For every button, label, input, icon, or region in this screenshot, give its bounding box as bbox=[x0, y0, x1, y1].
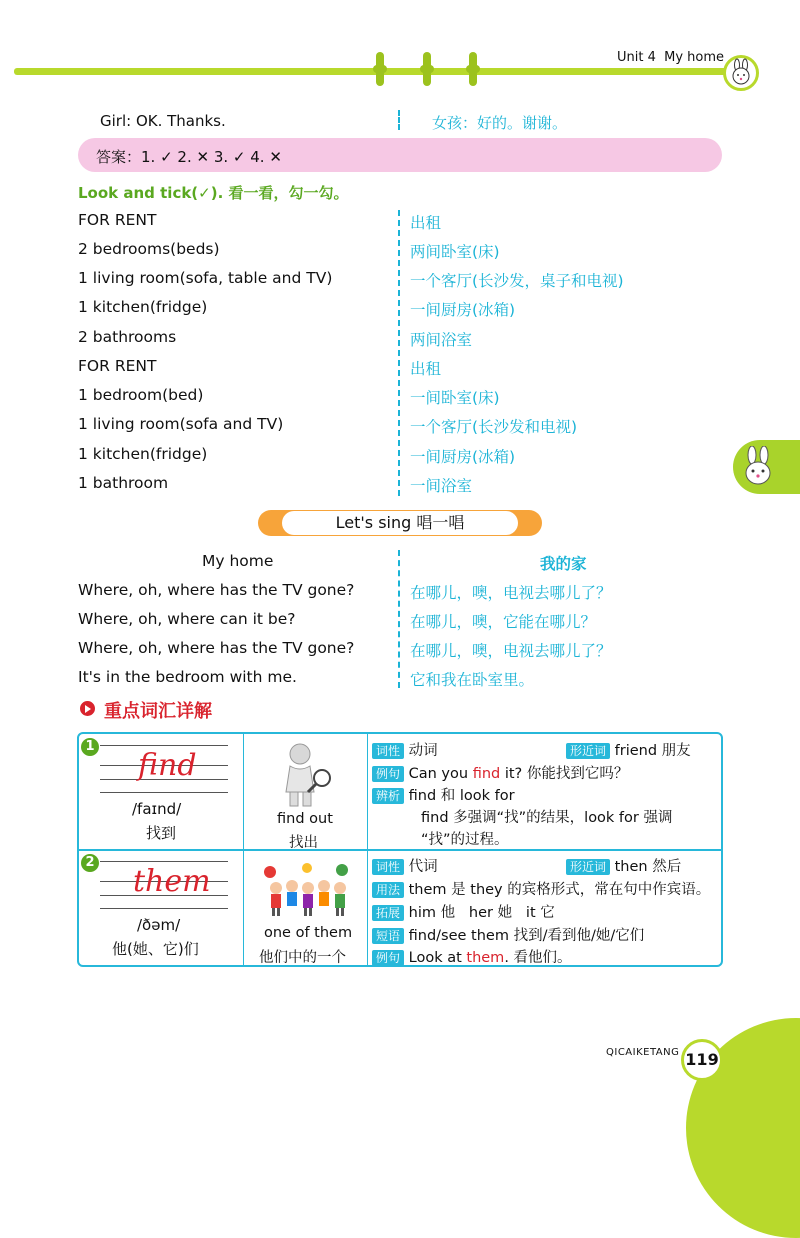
column-divider bbox=[398, 550, 400, 688]
section-title: Let's sing 唱一唱 bbox=[282, 511, 518, 535]
part-of-speech: 词性 代词 bbox=[372, 855, 438, 876]
song-line-english: It's in the bedroom with me. bbox=[78, 668, 297, 686]
word-meaning: 他(她、它)们 bbox=[112, 940, 199, 958]
answer-banner bbox=[78, 138, 722, 172]
row-chinese: 一间厨房(冰箱) bbox=[410, 301, 516, 319]
example-sentence: 例句 Look at them. 看他们。 bbox=[372, 946, 572, 967]
usage-note: 辨析 find 和 look for bbox=[372, 784, 515, 805]
picture-caption: 找出 bbox=[289, 835, 318, 851]
section-banner bbox=[258, 510, 542, 536]
row-english: 1 living room(sofa and TV) bbox=[78, 415, 284, 433]
dialogue-english: Girl: OK. Thanks. bbox=[100, 112, 226, 130]
row-chinese: 一个客厅(长沙发和电视) bbox=[410, 418, 578, 436]
bunny-icon bbox=[741, 446, 775, 486]
binder-peg bbox=[376, 52, 384, 86]
page-number: 119 bbox=[681, 1039, 723, 1081]
row-english: 1 kitchen(fridge) bbox=[78, 298, 208, 316]
binder-peg bbox=[423, 52, 431, 86]
divider bbox=[78, 849, 722, 851]
phonetic: /ðəm/ bbox=[137, 916, 181, 934]
song-line-english: Where, oh, where has the TV gone? bbox=[78, 639, 355, 657]
song-line-english: Where, oh, where has the TV gone? bbox=[78, 581, 355, 599]
row-chinese: 一间卧室(床) bbox=[410, 389, 500, 407]
picture-caption: find out bbox=[277, 811, 333, 827]
row-chinese: 一个客厅(长沙发，桌子和电视) bbox=[410, 272, 624, 290]
row-english: 1 bedroom(bed) bbox=[78, 386, 204, 404]
play-icon bbox=[80, 701, 95, 716]
magnifier-figure-icon bbox=[276, 742, 336, 808]
row-english: FOR RENT bbox=[78, 211, 157, 229]
song-title-chinese: 我的家 bbox=[540, 555, 587, 573]
extension-words: 拓展 him 他 her 她 it 它 bbox=[372, 901, 555, 922]
row-chinese: 两间卧室(床) bbox=[410, 243, 500, 261]
word-meaning: 找到 bbox=[146, 824, 177, 842]
row-chinese: 一间厨房(冰箱) bbox=[410, 448, 516, 466]
row-english: 1 kitchen(fridge) bbox=[78, 445, 208, 463]
song-line-chinese: 在哪儿，噢，电视去哪儿了？ bbox=[410, 584, 612, 602]
publisher-brand: QICAIKETANG bbox=[606, 1047, 680, 1058]
divider bbox=[398, 110, 400, 130]
children-group-icon bbox=[262, 862, 352, 920]
song-line-chinese: 在哪儿，噢，电视去哪儿了？ bbox=[410, 642, 612, 660]
answer-text: 答案：1. ✓ 2. ✕ 3. ✓ 4. ✕ bbox=[96, 148, 282, 166]
writing-line bbox=[100, 745, 228, 746]
song-line-english: Where, oh, where can it be? bbox=[78, 610, 296, 628]
vocab-section-title: 重点词汇详解 bbox=[104, 701, 212, 722]
entry-number: 1 bbox=[81, 738, 99, 756]
writing-line bbox=[100, 908, 228, 909]
binder-peg bbox=[469, 52, 477, 86]
picture-caption: one of them bbox=[264, 925, 353, 941]
bunny-icon bbox=[723, 55, 759, 91]
row-chinese: 出租 bbox=[410, 214, 442, 232]
usage-note: 用法 them 是 they 的宾格形式，常在句中作宾语。 bbox=[372, 878, 710, 899]
row-english: FOR RENT bbox=[78, 357, 157, 375]
similar-word: 形近词 then 然后 bbox=[566, 855, 681, 876]
row-chinese: 一间浴室 bbox=[410, 477, 473, 495]
vocab-word: find bbox=[138, 748, 197, 783]
example-sentence: 例句 Can you find it? 你能找到它吗？ bbox=[372, 762, 628, 783]
phonetic: /faɪnd/ bbox=[132, 800, 182, 818]
song-title-english: My home bbox=[202, 552, 274, 570]
side-tab bbox=[733, 440, 800, 494]
writing-line bbox=[100, 861, 228, 862]
phrase: 短语 find/see them 找到/看到他/她/它们 bbox=[372, 924, 644, 945]
row-english: 1 living room(sofa, table and TV) bbox=[78, 269, 333, 287]
divider bbox=[243, 733, 244, 966]
row-english: 2 bathrooms bbox=[78, 328, 177, 346]
unit-heading: Unit 4 My home bbox=[617, 50, 725, 65]
song-line-chinese: 在哪儿，噢，它能在哪儿？ bbox=[410, 613, 597, 631]
usage-note: “找”的过程。 bbox=[421, 832, 509, 848]
song-line-chinese: 它和我在卧室里。 bbox=[410, 671, 535, 689]
vocab-word: them bbox=[133, 864, 211, 899]
dialogue-chinese: 女孩：好的。谢谢。 bbox=[432, 114, 568, 132]
part-of-speech: 词性 动词 bbox=[372, 739, 438, 760]
row-chinese: 两间浴室 bbox=[410, 331, 473, 349]
writing-line bbox=[100, 792, 228, 793]
row-chinese: 出租 bbox=[410, 360, 442, 378]
usage-note: find 多强调“找”的结果，look for 强调 bbox=[421, 810, 673, 826]
divider bbox=[367, 733, 368, 966]
column-divider bbox=[398, 210, 400, 496]
row-english: 2 bedrooms(beds) bbox=[78, 240, 220, 258]
similar-word: 形近词 friend 朋友 bbox=[566, 739, 691, 760]
row-english: 1 bathroom bbox=[78, 474, 169, 492]
exercise-title: Look and tick(✓). 看一看，勾一勾。 bbox=[78, 184, 349, 202]
picture-caption: 他们中的一个 bbox=[259, 950, 346, 966]
entry-number: 2 bbox=[81, 854, 99, 872]
